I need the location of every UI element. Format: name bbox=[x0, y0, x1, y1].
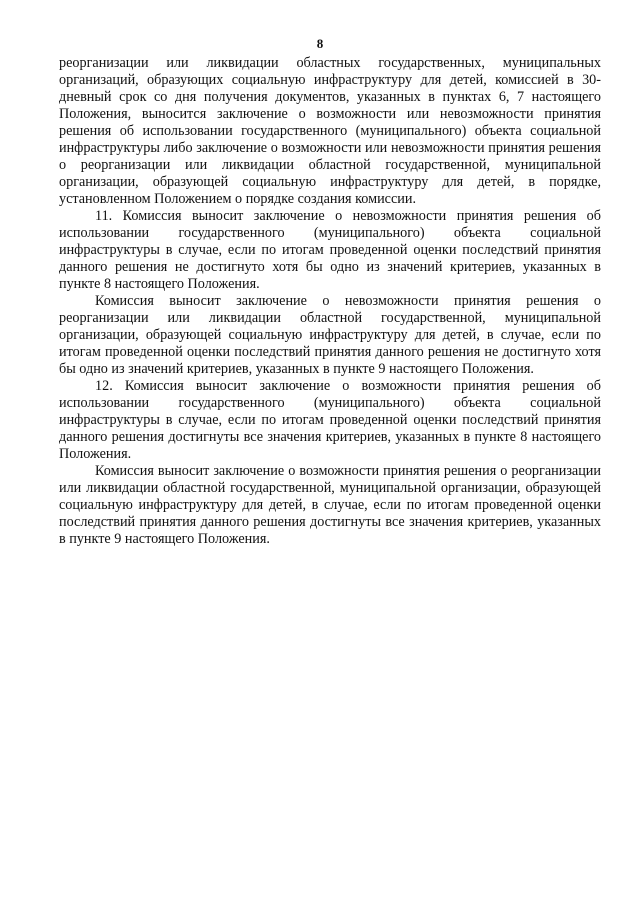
page-number: 8 bbox=[316, 36, 324, 51]
document-body bbox=[59, 55, 601, 548]
paragraph-clause-12: 12. Комиссия выносит заключение о возможности принятия решения об использовании государственного (муниципального) объекта социальной инфраструктуры в случае, если по итогам проведенной оценки последствий принятия данного решения достигнуты все значения критериев, указанных в пункте 8 настоящего Положения. bbox=[59, 378, 601, 462]
paragraph-clause-12-part-2: Комиссия выносит заключение о возможности принятия решения о реорганизации или ликвидации областной государственной, муниципальной организации, образующей социальную инфраструктуру для детей, в случае, если по итогам проведенной оценки последствий принятия данного решения достигнуты все значения критериев, указанных в пункте 9 настоящего Положения. bbox=[59, 463, 601, 547]
paragraph-clause-11: 11. Комиссия выносит заключение о невозможности принятия решения об использовании государственного (муниципального) объекта социальной инфраструктуры в случае, если по итогам проведенной оценки последствий принятия данного решения не достигнуто хотя бы одно из значений критериев, указанных в пункте 8 настоящего Положения. bbox=[59, 208, 601, 292]
paragraph-continuation: реорганизации или ликвидации областных государственных, муниципальных организаций, образующих социальную инфраструктуру для детей, комиссией в 30-дневный срок со дня получения документов, указанных в пунктах 6, 7 настоящего Положения, выносится заключение о возможности или невозможности принятия решения об использовании государственного (муниципального) объекта социальной инфраструктуры либо заключение о возможности или невозможности принятия решения о реорганизации или ликвидации областной государственной, муниципальной организации, образующей социальную инфраструктуру для детей, в порядке, установленном Положением о порядке создания комиссии. bbox=[59, 55, 601, 207]
paragraph-clause-11-part-2: Комиссия выносит заключение о невозможности принятия решения о реорганизации или ликвидации областной государственной, муниципальной организации, образующей социальную инфраструктуру для детей, в случае, если по итогам проведенной оценки последствий принятия данного решения не достигнуто хотя бы одно из значений критериев, указанных в пункте 9 настоящего Положения. bbox=[59, 293, 601, 377]
